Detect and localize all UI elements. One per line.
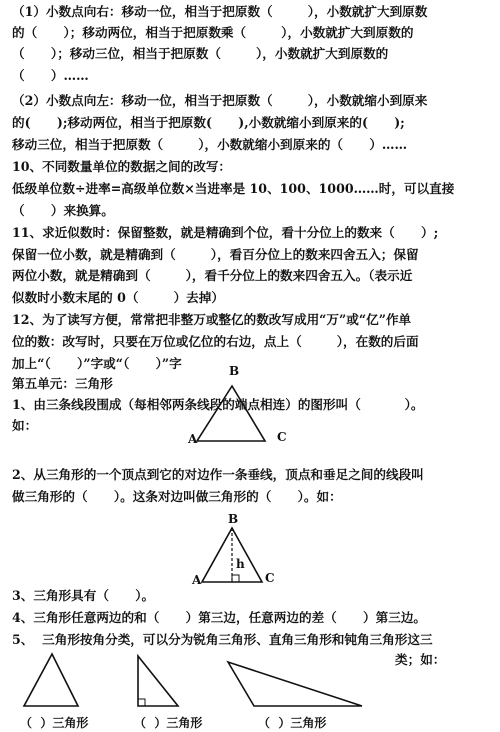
- text-line-16: 位的数：改写时，只要在万位或亿位的右边，点上（ ），在数的后面: [12, 334, 419, 349]
- vertex-a-label: A: [188, 432, 198, 446]
- caption-right: （ ）三角形: [134, 716, 203, 730]
- text-line-5: （2）小数点向左：移动一位，相当于把原数（ ），小数就缩小到原来: [12, 93, 428, 108]
- text-line-17: 加上“（ ）”字或“（ ）”字: [12, 356, 182, 371]
- section-title: 第五单元：三角形: [12, 376, 113, 391]
- right-angle-mark: [232, 575, 239, 582]
- caption-acute: （ ）三角形: [20, 716, 89, 730]
- text-line-23: 3、三角形具有（ ）。: [12, 588, 155, 603]
- text-line-11: 11、求近似数时：保留整数，就是精确到个位，看十分位上的数来（ ）;: [12, 225, 439, 240]
- text-line-15: 12、为了读写方便，常常把非整万或整亿的数改写成用“万”或“亿”作单: [12, 312, 412, 327]
- text-line-24: 4、三角形任意两边的和（ ）第三边，任意两边的差（ ）第三边。: [12, 610, 427, 625]
- text-line-25: 5、 三角形按角分类，可以分为锐角三角形、直角三角形和钝角三角形这三: [12, 632, 433, 647]
- acute-triangle: [24, 654, 78, 706]
- height-label: h: [236, 557, 245, 571]
- text-line-13: 两位小数，就是精确到（ ），看千分位上的数来四舍五入。（表示近: [12, 268, 413, 283]
- vertex-c-label-2: C: [265, 571, 275, 585]
- text-line-9: 低级单位数÷进率=高级单位数×当进率是 10、100、1000……时，可以直接: [12, 181, 455, 196]
- text-line-26: 类；如：: [395, 652, 446, 667]
- text-line-2: 的（ ）；移动两位，相当于把原数乘（ ），小数就扩大到原数的: [12, 25, 414, 40]
- text-line-7: 移动三位，相当于把原数（ ），小数就缩小到原来的（ ）……: [12, 137, 408, 152]
- text-line-1: （1）小数点向右：移动一位，相当于把原数（ ），小数就扩大到原数: [12, 4, 428, 19]
- text-line-4: （ ）……: [12, 68, 89, 83]
- text-line-6: 的( );移动两位，相当于把原数( ),小数就缩小到原来的( );: [12, 115, 405, 130]
- vertex-b-label-2: B: [228, 512, 239, 526]
- triangle-classification-figures: [0, 648, 500, 712]
- text-line-12: 保留一位小数，就是精确到（ ），看百分位上的数来四舍五入；保留: [12, 247, 419, 262]
- text-line-14: 似数时小数末尾的 0（ ）去掉）: [12, 290, 224, 305]
- text-line-21: 2、从三角形的一个顶点到它的对边作一条垂线，顶点和垂足之间的线段叫: [12, 467, 424, 482]
- triangle-abc: [197, 386, 265, 441]
- vertex-c-label: C: [277, 430, 287, 444]
- vertex-b-label: B: [229, 364, 240, 378]
- text-line-19: 1、由三条线段围成（每相邻两条线段的端点相连）的图形叫（ ）。: [12, 397, 424, 412]
- text-line-10: （ ）来换算。: [12, 203, 114, 218]
- right-angle-mark-2: [138, 699, 145, 706]
- text-line-3: （ ）；移动三位，相当于把原数（ ），小数就扩大到原数的: [12, 46, 389, 61]
- vertex-a-label-2: A: [192, 573, 202, 587]
- obtuse-triangle: [228, 662, 362, 706]
- text-line-22: 做三角形的（ ）。这条对边叫做三角形的（ ）。如：: [12, 489, 342, 504]
- caption-obtuse: （ ）三角形: [258, 716, 327, 730]
- text-line-8: 10、不同数量单位的数据之间的改写：: [12, 159, 232, 174]
- text-line-20: 如：: [12, 418, 38, 433]
